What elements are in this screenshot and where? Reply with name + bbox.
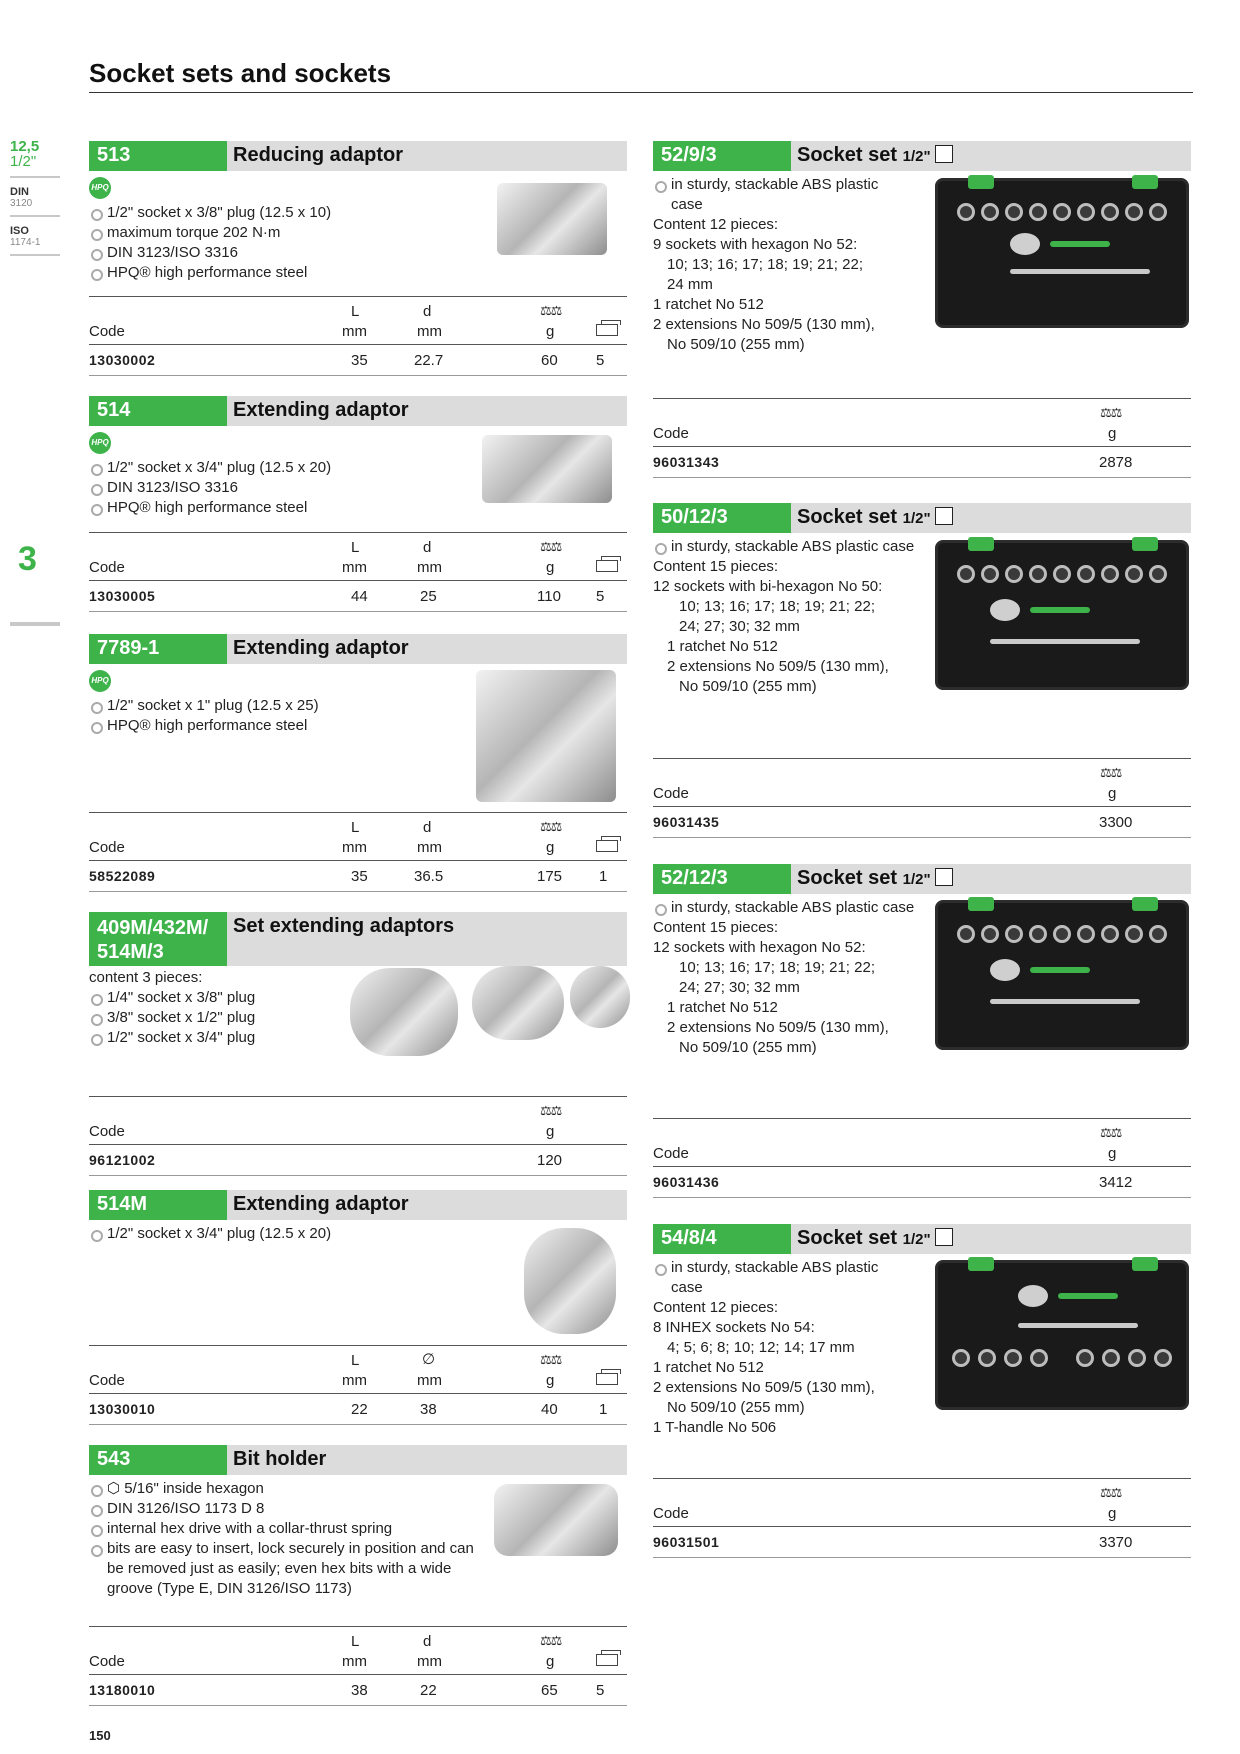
content-line: 9 sockets with hexagon No 52: — [653, 236, 858, 253]
diameter-value: 36.5 — [414, 868, 444, 885]
product-code: 52/12/3 — [653, 864, 791, 894]
unit-g: g — [546, 1123, 555, 1140]
adaptor-image — [350, 968, 458, 1056]
feature-text: 5/16" inside hexagon — [124, 1480, 264, 1497]
product-header — [653, 141, 1191, 171]
product-code: 54/8/4 — [653, 1224, 791, 1254]
spec-table — [89, 296, 627, 376]
unit-g: g — [546, 1653, 555, 1670]
weight-value: 110 — [537, 588, 561, 605]
din-label: DIN — [10, 186, 29, 198]
hpq-icon: HPQ — [89, 670, 111, 692]
package-icon — [596, 840, 618, 852]
diameter-value: 22.7 — [414, 352, 444, 369]
content-intro: content 3 pieces: — [89, 969, 203, 986]
checkbox-icon — [935, 868, 953, 886]
weight-value: 2878 — [1099, 454, 1133, 471]
product-name — [797, 506, 953, 529]
weight-icon: ⚖⚖ — [540, 1352, 562, 1367]
weight-value: 175 — [537, 868, 563, 885]
content-line: 10; 13; 16; 17; 18; 19; 21; 22; — [667, 256, 863, 273]
code-header: Code — [89, 559, 125, 576]
unit-g: g — [546, 323, 555, 340]
table-row — [653, 1166, 1191, 1198]
feature-item: bits are easy to insert, lock securely in position and can be removed just as easily; even hex bits with a wide groove (Type E, DIN 3126/ISO 1173) — [89, 1539, 489, 1599]
spec-table — [89, 1096, 627, 1176]
feature-item: in sturdy, stackable ABS plastic case — [653, 175, 903, 215]
col-diameter-header: ∅ — [422, 1351, 436, 1368]
weight-icon: ⚖⚖ — [1100, 765, 1122, 780]
product-image — [482, 435, 612, 503]
weight-value: 60 — [541, 352, 558, 369]
col-d-header: d — [423, 1633, 432, 1650]
article-code: 96121002 — [89, 1152, 156, 1168]
content-line: 12 sockets with bi-hexagon No 50: — [653, 578, 883, 595]
length-value: 35 — [351, 868, 368, 885]
unit-mm: mm — [417, 839, 442, 856]
spec-table — [89, 1345, 627, 1425]
product-name — [797, 1227, 953, 1250]
package-icon — [596, 1373, 618, 1385]
code-header: Code — [89, 323, 125, 340]
content-line: No 509/10 (255 mm) — [679, 1039, 817, 1056]
margin-tab — [10, 138, 60, 264]
weight-icon: ⚖⚖ — [540, 819, 562, 834]
content-list — [653, 1298, 903, 1438]
feature-item: in sturdy, stackable ABS plastic case — [653, 898, 923, 918]
product-header — [89, 634, 627, 664]
page-number: 150 — [89, 1728, 111, 1743]
col-d-header: d — [423, 539, 432, 556]
pack-value: 1 — [599, 1401, 608, 1418]
article-code: 13030005 — [89, 588, 156, 604]
socket-set-case-image — [935, 178, 1189, 328]
drive-size: 1/2" — [902, 510, 931, 527]
diameter-value: 38 — [420, 1401, 437, 1418]
unit-mm: mm — [342, 559, 367, 576]
length-value: 35 — [351, 352, 368, 369]
weight-icon: ⚖⚖ — [540, 1103, 562, 1118]
unit-g: g — [1108, 425, 1117, 442]
spec-table — [653, 1118, 1191, 1198]
unit-g: g — [1108, 785, 1117, 802]
weight-value: 3412 — [1099, 1174, 1133, 1191]
page-title: Socket sets and sockets — [89, 58, 392, 88]
content-line: 1 ratchet No 512 — [667, 638, 778, 655]
product-code: 543 — [89, 1445, 227, 1475]
feature-item: 1/2" socket x 3/4" plug (12.5 x 20) — [89, 1224, 627, 1244]
article-code: 13030010 — [89, 1401, 156, 1417]
unit-g: g — [1108, 1505, 1117, 1522]
unit-mm: mm — [417, 1372, 442, 1389]
code-header: Code — [89, 1123, 125, 1140]
article-code: 96031436 — [653, 1174, 720, 1190]
feature-list — [89, 1479, 489, 1599]
drive-size: 1/2" — [902, 1231, 931, 1248]
feature-list — [653, 175, 903, 215]
product-code — [89, 912, 227, 966]
unit-mm: mm — [342, 839, 367, 856]
content-line: 12 sockets with hexagon No 52: — [653, 939, 866, 956]
product-image — [524, 1228, 616, 1334]
iso-label: ISO — [10, 225, 29, 237]
product-code-line: 514M/3 — [97, 941, 164, 963]
feature-item: DIN 3123/ISO 3316 — [89, 478, 627, 498]
article-code: 96031435 — [653, 814, 720, 830]
table-row — [89, 1393, 627, 1425]
unit-mm: mm — [417, 559, 442, 576]
code-header: Code — [89, 1653, 125, 1670]
content-line: 2 extensions No 509/5 (130 mm), — [667, 658, 889, 675]
feature-item — [89, 1479, 489, 1499]
package-icon — [596, 324, 618, 336]
feature-list — [653, 1258, 903, 1298]
unit-g: g — [546, 839, 555, 856]
product-name: Bit holder — [233, 1448, 327, 1470]
content-line: 1 T-handle No 506 — [653, 1419, 777, 1436]
package-icon — [596, 560, 618, 572]
iso-value: 1174-1 — [10, 237, 41, 248]
feature-item: internal hex drive with a collar-thrust spring — [89, 1519, 489, 1539]
feature-item: DIN 3123/ISO 3316 — [89, 243, 627, 263]
weight-icon: ⚖⚖ — [540, 303, 562, 318]
article-code: 13030002 — [89, 352, 156, 368]
pack-value: 5 — [596, 352, 605, 369]
weight-icon: ⚖⚖ — [540, 539, 562, 554]
code-header: Code — [653, 425, 689, 442]
product-code: 50/12/3 — [653, 503, 791, 533]
product-name: Extending adaptor — [233, 1193, 409, 1215]
product-code: 513 — [89, 141, 227, 171]
spec-table — [89, 1626, 627, 1706]
feature-item: 1/2" socket x 3/8" plug (12.5 x 10) — [89, 203, 627, 223]
content-line: 24 mm — [667, 276, 713, 293]
hex-icon: ⬡ — [107, 1480, 125, 1497]
content-line: 1 ratchet No 512 — [653, 1359, 764, 1376]
title-rule — [89, 92, 1193, 93]
product-code-line: 409M/432M/ — [97, 917, 209, 939]
article-code: 96031501 — [653, 1534, 720, 1550]
checkbox-icon — [935, 1228, 953, 1246]
article-code: 96031343 — [653, 454, 720, 470]
length-value: 22 — [351, 1401, 368, 1418]
table-row — [653, 806, 1191, 838]
content-line: 2 extensions No 509/5 (130 mm), — [653, 316, 875, 333]
feature-item: HPQ® high performance steel — [89, 498, 627, 518]
spec-table — [653, 1478, 1191, 1558]
weight-icon: ⚖⚖ — [540, 1633, 562, 1648]
unit-mm: mm — [342, 323, 367, 340]
feature-item: in sturdy, stackable ABS plastic case — [653, 537, 923, 557]
content-line: Content 15 pieces: — [653, 558, 779, 575]
unit-mm: mm — [417, 323, 442, 340]
table-row — [89, 1674, 627, 1706]
product-header — [89, 912, 627, 966]
spec-table — [653, 758, 1191, 838]
product-name: Set extending adaptors — [233, 915, 455, 937]
feature-item: in sturdy, stackable ABS plastic case — [653, 1258, 903, 1298]
table-row — [653, 1526, 1191, 1558]
weight-icon: ⚖⚖ — [1100, 1485, 1122, 1500]
drive-size: 1/2" — [902, 871, 931, 888]
feature-item: HPQ® high performance steel — [89, 716, 627, 736]
spec-table — [653, 398, 1191, 478]
col-l-header: L — [351, 819, 360, 836]
margin-rule — [10, 254, 60, 256]
code-header: Code — [653, 1145, 689, 1162]
socket-set-case-image — [935, 540, 1189, 690]
product-name: Extending adaptor — [233, 399, 409, 421]
chapter-bar — [10, 622, 60, 626]
col-d-header: d — [423, 303, 432, 320]
product-code: 52/9/3 — [653, 141, 791, 171]
product-header — [653, 503, 1191, 533]
content-line: 10; 13; 16; 17; 18; 19; 21; 22; — [679, 959, 875, 976]
article-code: 58522089 — [89, 868, 156, 884]
feature-item: HPQ® high performance steel — [89, 263, 627, 283]
checkbox-icon — [935, 145, 953, 163]
chapter-number: 3 — [18, 540, 37, 578]
code-header: Code — [89, 1372, 125, 1389]
col-l-header: L — [351, 539, 360, 556]
col-d-header: d — [423, 819, 432, 836]
drive-size: 1/2" — [902, 148, 931, 165]
product-name-text: Socket set — [797, 867, 898, 889]
feature-list — [653, 898, 923, 918]
feature-item: 3/8" socket x 1/2" plug — [89, 1008, 627, 1028]
product-image — [476, 670, 616, 802]
content-list — [653, 918, 923, 1058]
unit-mm: mm — [342, 1653, 367, 1670]
product-name-text: Socket set — [797, 1227, 898, 1249]
content-line: Content 12 pieces: — [653, 216, 779, 233]
table-row — [89, 1144, 627, 1176]
col-l-header: L — [351, 1633, 360, 1650]
unit-mm: mm — [417, 1653, 442, 1670]
content-line: 10; 13; 16; 17; 18; 19; 21; 22; — [679, 598, 875, 615]
margin-rule — [10, 176, 60, 178]
product-header — [89, 1445, 627, 1475]
hpq-icon: HPQ — [89, 432, 111, 454]
product-code: 514 — [89, 396, 227, 426]
din-value: 3120 — [10, 198, 33, 209]
weight-value: 40 — [541, 1401, 558, 1418]
table-row — [653, 446, 1191, 478]
socket-set-case-image — [935, 900, 1189, 1050]
hpq-icon: HPQ — [89, 177, 111, 199]
code-header: Code — [653, 1505, 689, 1522]
adaptor-image — [472, 966, 564, 1040]
feature-item: 1/4" socket x 3/8" plug — [89, 988, 627, 1008]
code-header: Code — [89, 839, 125, 856]
unit-g: g — [1108, 1145, 1117, 1162]
product-name: Reducing adaptor — [233, 144, 404, 166]
length-value: 38 — [351, 1682, 368, 1699]
checkbox-icon — [935, 507, 953, 525]
weight-icon: ⚖⚖ — [1100, 1125, 1122, 1140]
feature-list — [653, 537, 923, 557]
weight-icon: ⚖⚖ — [1100, 405, 1122, 420]
content-list — [653, 215, 903, 355]
feature-item: 1/2" socket x 3/4" plug — [89, 1028, 627, 1048]
table-row — [89, 860, 627, 892]
content-line: No 509/10 (255 mm) — [667, 1399, 805, 1416]
weight-value: 120 — [537, 1152, 563, 1169]
feature-item: maximum torque 202 N·m — [89, 223, 627, 243]
code-header: Code — [653, 785, 689, 802]
col-l-header: L — [351, 1352, 360, 1369]
content-line: 2 extensions No 509/5 (130 mm), — [667, 1019, 889, 1036]
product-name-text: Socket set — [797, 506, 898, 528]
pack-value: 1 — [599, 868, 608, 885]
product-header — [653, 864, 1191, 894]
pack-value: 5 — [596, 1682, 605, 1699]
product-image — [494, 1484, 618, 1556]
product-name: Extending adaptor — [233, 637, 409, 659]
content-line: 8 INHEX sockets No 54: — [653, 1319, 815, 1336]
content-line: 4; 5; 6; 8; 10; 12; 14; 17 mm — [667, 1339, 855, 1356]
length-value: 44 — [351, 588, 368, 605]
feature-item: 1/2" socket x 1" plug (12.5 x 25) — [89, 696, 627, 716]
product-header — [653, 1224, 1191, 1254]
product-header — [89, 141, 627, 171]
content-line: Content 12 pieces: — [653, 1299, 779, 1316]
diameter-value: 22 — [420, 1682, 437, 1699]
product-code: 7789-1 — [89, 634, 227, 664]
unit-g: g — [546, 559, 555, 576]
table-row — [89, 344, 627, 376]
table-row — [89, 580, 627, 612]
spec-table — [89, 812, 627, 892]
pack-value: 5 — [596, 588, 605, 605]
unit-g: g — [546, 1372, 555, 1389]
content-line: No 509/10 (255 mm) — [667, 336, 805, 353]
product-name-text: Socket set — [797, 144, 898, 166]
weight-value: 65 — [541, 1682, 558, 1699]
adaptor-image — [570, 966, 630, 1028]
content-line: No 509/10 (255 mm) — [679, 678, 817, 695]
package-icon — [596, 1654, 618, 1666]
weight-value: 3300 — [1099, 814, 1133, 831]
diameter-value: 25 — [420, 588, 437, 605]
feature-item: DIN 3126/ISO 1173 D 8 — [89, 1499, 489, 1519]
margin-rule — [10, 215, 60, 217]
product-name — [797, 144, 953, 167]
article-code: 13180010 — [89, 1682, 156, 1698]
content-line: 24; 27; 30; 32 mm — [679, 979, 800, 996]
unit-mm: mm — [342, 1372, 367, 1389]
drive-inch: 1/2" — [10, 153, 37, 170]
weight-value: 3370 — [1099, 1534, 1133, 1551]
product-header — [89, 1190, 627, 1220]
content-list — [653, 557, 923, 697]
product-header — [89, 396, 627, 426]
product-code: 514M — [89, 1190, 227, 1220]
product-name — [797, 867, 953, 890]
col-l-header: L — [351, 303, 360, 320]
content-line: 1 ratchet No 512 — [653, 296, 764, 313]
product-image — [497, 183, 607, 255]
content-line: 1 ratchet No 512 — [667, 999, 778, 1016]
socket-set-case-image — [935, 1260, 1189, 1410]
drive-size: 12,5 — [10, 138, 40, 155]
content-line: Content 15 pieces: — [653, 919, 779, 936]
content-line: 24; 27; 30; 32 mm — [679, 618, 800, 635]
spec-table — [89, 532, 627, 612]
feature-item: 1/2" socket x 3/4" plug (12.5 x 20) — [89, 458, 627, 478]
content-line: 2 extensions No 509/5 (130 mm), — [653, 1379, 875, 1396]
